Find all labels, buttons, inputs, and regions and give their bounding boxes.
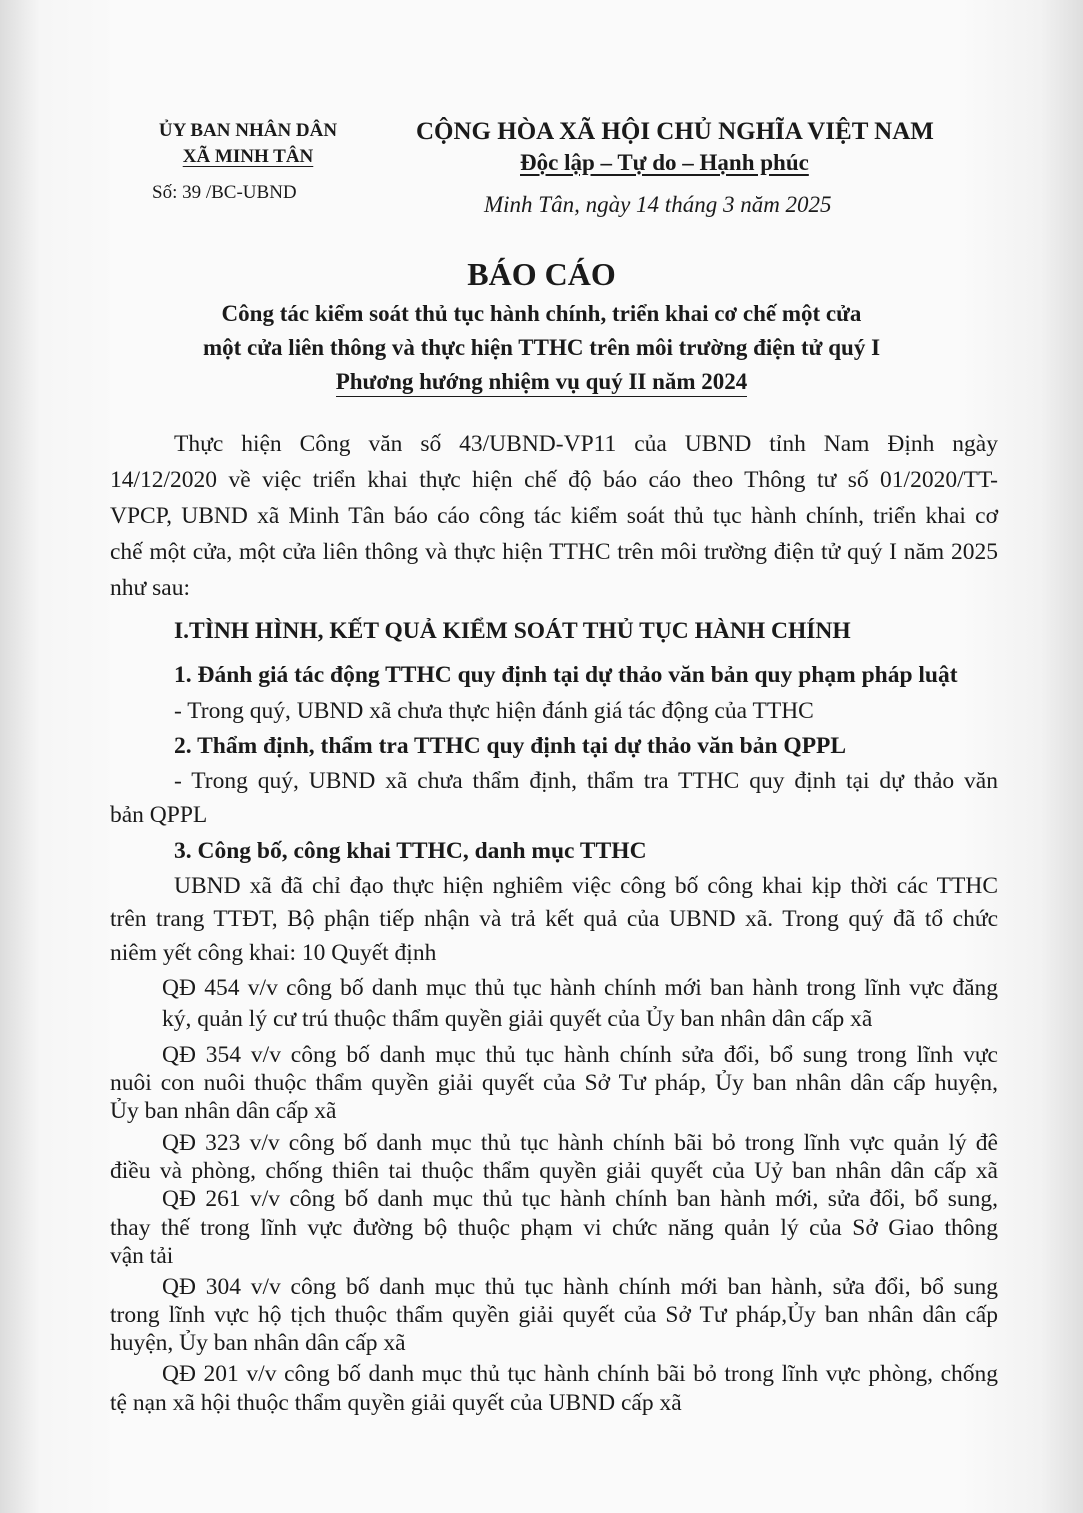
decision-323-line2: điều và phòng, chống thiên tai thuộc thẩm quyền giải quyết của Uỷ ban nhân dân cấp xã <box>110 1158 998 1184</box>
decision-354-line2: nuôi con nuôi thuộc thẩm quyền giải quyết của Sở Tư pháp, Ủy ban nhân dân cấp huyện, <box>110 1070 998 1096</box>
doc-number: Số: 39 /BC-UBND <box>152 182 297 203</box>
national-motto-text: Độc lập – Tự do – Hạnh phúc <box>520 150 809 175</box>
section-3-line3: niêm yết công khai: 10 Quyết định <box>110 940 437 966</box>
decision-354-line3: Ủy ban nhân dân cấp xã <box>110 1098 337 1124</box>
org-name-line2-text: XÃ MINH TÂN <box>182 146 314 167</box>
date-place: Minh Tân, ngày 14 tháng 3 năm 2025 <box>484 192 832 217</box>
national-motto <box>520 150 809 176</box>
section-2-heading: 2. Thẩm định, thẩm tra TTHC quy định tại dự thảo văn bản QPPL <box>174 733 847 759</box>
section-3-heading: 3. Công bố, công khai TTHC, danh mục TTHC <box>174 838 647 864</box>
section-1-heading: 1. Đánh giá tác động TTHC quy định tại dự thảo văn bản quy phạm pháp luật <box>174 662 958 688</box>
org-name-line1: ỦY BAN NHÂN DÂN <box>158 120 338 141</box>
decision-454-line1: QĐ 454 v/v công bố danh mục thủ tục hành chính mới ban hành trong lĩnh vực đăng <box>162 975 998 1001</box>
decision-304-line1: QĐ 304 v/v công bố danh mục thủ tục hành chính mới ban hành, sửa đổi, bổ sung <box>162 1274 998 1300</box>
report-subtitle-line1: Công tác kiểm soát thủ tục hành chính, triển khai cơ chế một cửa <box>221 301 862 326</box>
decision-261-line3: vận tải <box>110 1243 174 1269</box>
decision-261-line1: QĐ 261 v/v công bố danh mục thủ tục hành chính ban hành mới, sửa đổi, bổ sung, <box>162 1186 998 1212</box>
intro-line5: như sau: <box>110 575 190 601</box>
decision-201-line1: QĐ 201 v/v công bố danh mục thủ tục hành chính bãi bỏ trong lĩnh vực phòng, chống <box>162 1361 998 1387</box>
section-2-line1: - Trong quý, UBND xã chưa thẩm định, thẩm tra TTHC quy định tại dự thảo văn <box>174 768 998 794</box>
report-title: BÁO CÁO <box>467 256 616 292</box>
section-3-line1: UBND xã đã chỉ đạo thực hiện nghiêm việc công bố công khai kịp thời các TTHC <box>174 873 998 899</box>
decision-454-line2: ký, quản lý cư trú thuộc thẩm quyền giải quyết của Ủy ban nhân dân cấp xã <box>162 1006 873 1032</box>
intro-line4: chế một cửa, một cửa liên thông và thực hiện TTHC trên môi trường điện tử quý I năm 2025 <box>110 539 998 565</box>
intro-line3: VPCP, UBND xã Minh Tân báo cáo công tác kiểm soát thủ tục hành chính, triển khai cơ <box>110 503 998 529</box>
section-1-text: - Trong quý, UBND xã chưa thực hiện đánh giá tác động của TTHC <box>174 698 814 724</box>
org-name-line2 <box>118 146 378 168</box>
decision-323-line1: QĐ 323 v/v công bố danh mục thủ tục hành chính bãi bỏ trong lĩnh vực quản lý đê <box>162 1130 998 1156</box>
decision-201-line2: tệ nạn xã hội thuộc thẩm quyền giải quyết của UBND cấp xã <box>110 1390 682 1416</box>
country-name: CỘNG HÒA XÃ HỘI CHỦ NGHĨA VIỆT NAM <box>416 118 934 145</box>
section-3-line2: trên trang TTĐT, Bộ phận tiếp nhận và trả kết quả của UBND xã. Trong quý đã tổ chức <box>110 906 998 932</box>
report-subtitle-line3 <box>0 369 1083 395</box>
decision-304-line3: huyện, Ủy ban nhân dân cấp xã <box>110 1330 406 1356</box>
report-subtitle-line2: một cửa liên thông và thực hiện TTHC trên môi trường điện tử quý I <box>202 335 881 360</box>
section-2-line2: bản QPPL <box>110 802 208 828</box>
intro-line1: Thực hiện Công văn số 43/UBND-VP11 của UBND tỉnh Nam Định ngày <box>174 431 998 457</box>
decision-261-line2: thay thế trong lĩnh vực đường bộ thuộc phạm vi chức năng quản lý của Sở Giao thông <box>110 1215 998 1241</box>
decision-304-line2: trong lĩnh vực hộ tịch thuộc thẩm quyền giải quyết của Sở Tư pháp,Ủy ban nhân dân cấp <box>110 1302 998 1328</box>
section-I-heading: I.TÌNH HÌNH, KẾT QUẢ KIỂM SOÁT THỦ TỤC HÀNH CHÍNH <box>174 618 851 644</box>
intro-line2: 14/12/2020 về việc triển khai thực hiện chế độ báo cáo theo Thông tư số 01/2020/TT- <box>110 467 998 493</box>
decision-354-line1: QĐ 354 v/v công bố danh mục thủ tục hành chính sửa đổi, bổ sung trong lĩnh vực <box>162 1042 998 1068</box>
report-subtitle-line3-text: Phương hướng nhiệm vụ quý II năm 2024 <box>336 369 748 397</box>
